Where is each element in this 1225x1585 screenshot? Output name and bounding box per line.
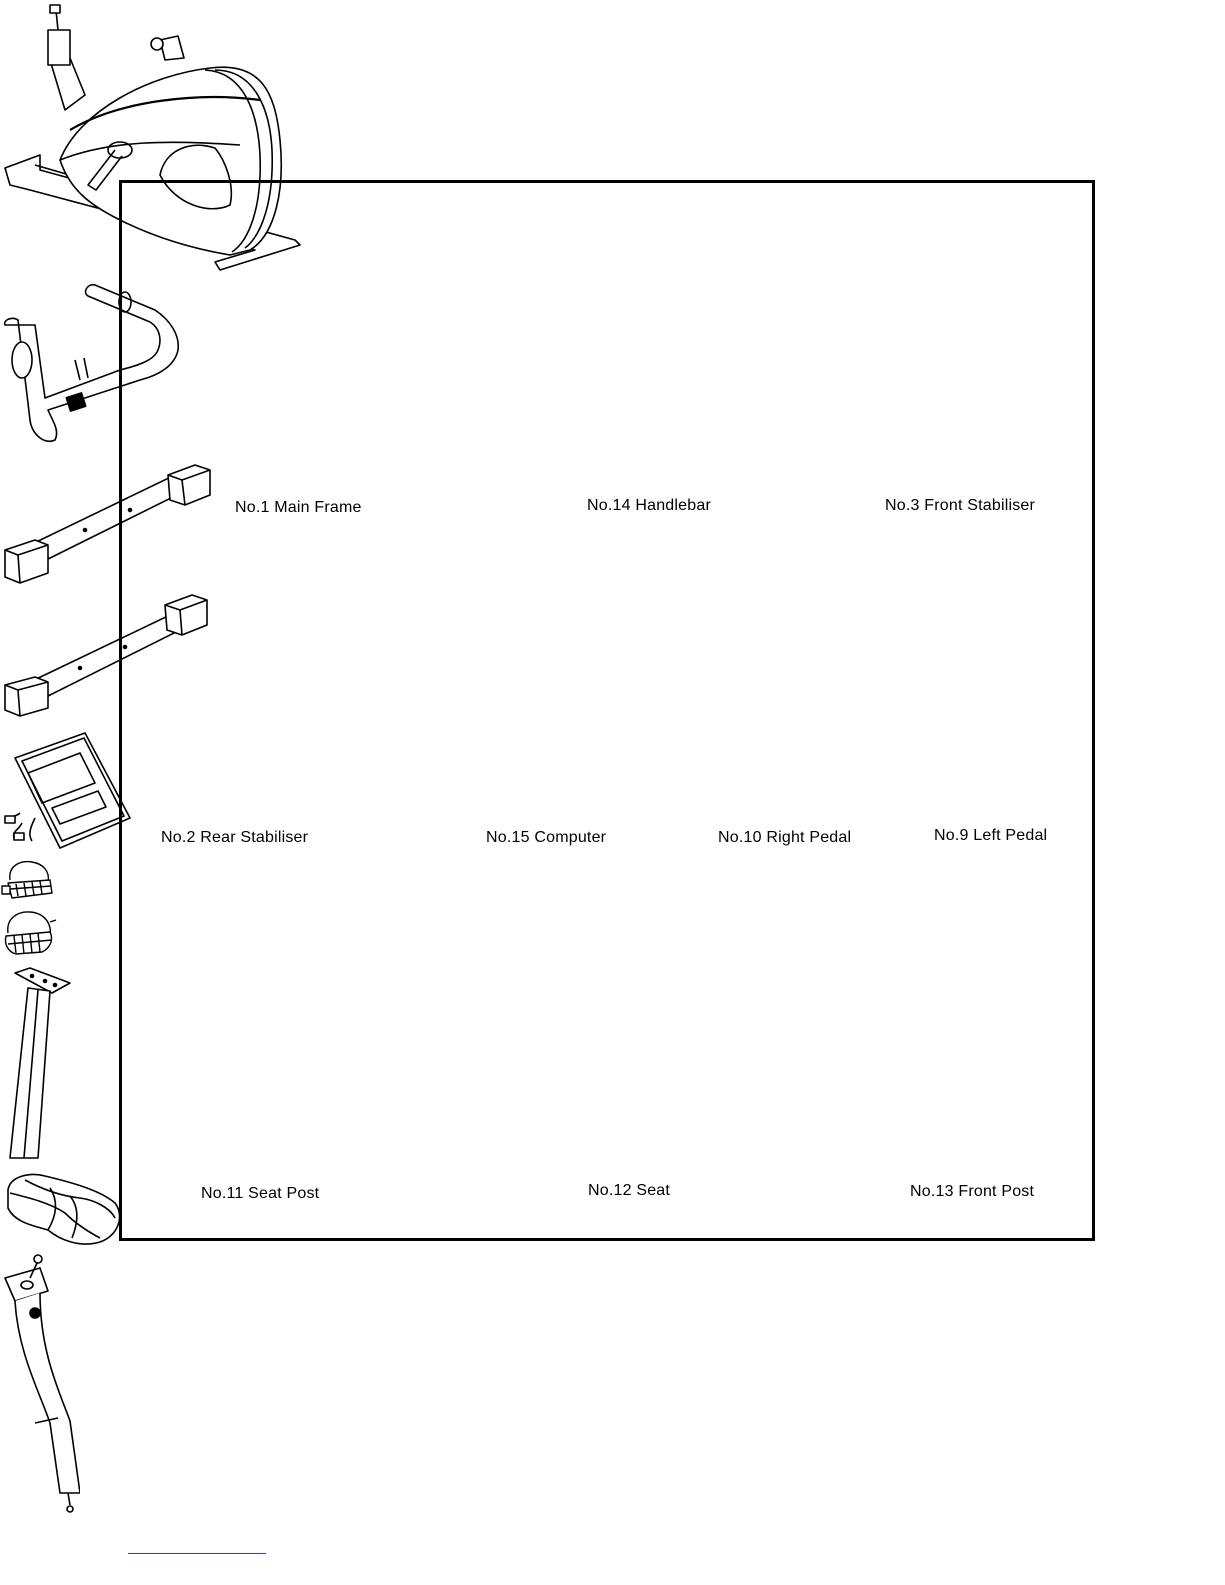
part-label: No.10 Right Pedal	[718, 829, 852, 846]
part-label: No.13 Front Post	[910, 1183, 1035, 1200]
part-label: No.15 Computer	[486, 829, 607, 846]
part-label: No.3 Front Stabiliser	[885, 497, 1036, 514]
part-label: No.14 Handlebar	[587, 497, 711, 514]
footer-link-underline	[128, 1553, 266, 1554]
parts-list-frame	[119, 180, 1095, 1241]
part-label: No.2 Rear Stabiliser	[161, 829, 309, 846]
left-pedal-drawing	[0, 908, 60, 958]
part-label: No.9 Left Pedal	[934, 827, 1048, 844]
seat-post-drawing	[0, 963, 75, 1163]
part-label: No.11 Seat Post	[201, 1185, 320, 1202]
front-post-drawing	[0, 1253, 80, 1515]
part-label: No.12 Seat	[588, 1182, 671, 1199]
computer-drawing	[0, 723, 135, 853]
seat-drawing	[0, 1168, 125, 1248]
right-pedal-drawing	[0, 858, 60, 903]
part-label: No.1 Main Frame	[235, 499, 362, 516]
